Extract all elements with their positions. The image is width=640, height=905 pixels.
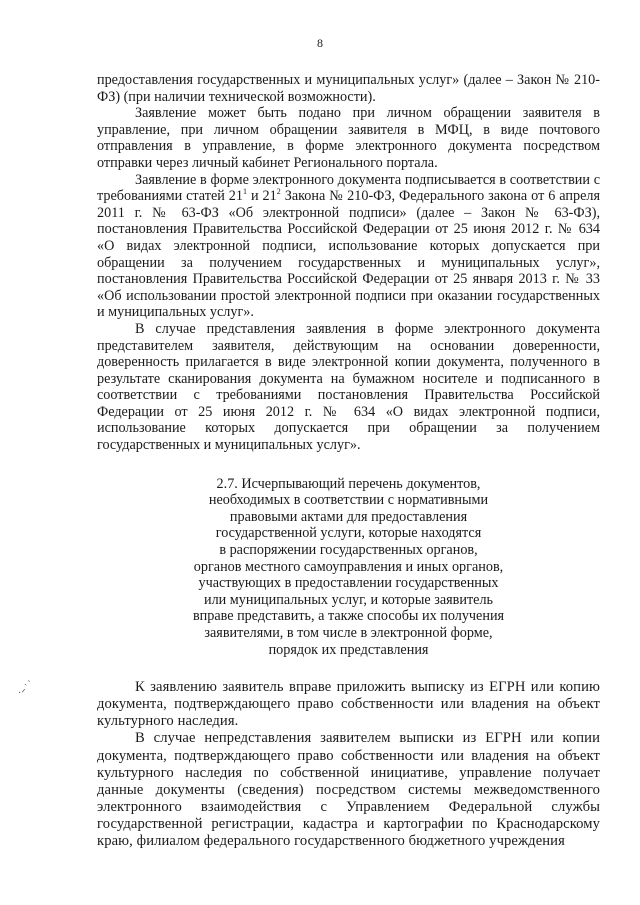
heading-line: органов местного самоуправления и иных органов,: [193, 558, 504, 575]
heading-line: 2.7. Исчерпывающий перечень документов,: [216, 475, 481, 492]
heading-line: правовыми актами для предоставления: [229, 508, 468, 525]
paragraph-5: К заявлению заявитель вправе приложить выписку из ЕГРН или копию документа, подтверждающего право собственности или владения на объект культурного наследия.: [97, 679, 600, 730]
heading-line: в распоряжении государственных органов,: [219, 542, 478, 559]
heading-line: или муниципальных услуг, и которые заявитель: [203, 591, 494, 608]
superscript-2: 2: [276, 187, 281, 197]
page-number: 8: [317, 36, 323, 50]
heading-line: заявителями, в том числе в электронной форме,: [204, 625, 493, 641]
paragraph-4: В случае представления заявления в форме электронного документа представителем заявителя, действующим на основании доверенности, доверенность прилагается в виде электронной копии документа, полученного в результате сканирования документа на бумажном носителе и подписанного в соответствии с требованиями постановления Правительства Российской Федерации от 25 июня 2012 г. № 634 «О видах электронной подписи, использование которых допускается при обращении за получением государственных и муниципальных услуг».: [97, 320, 600, 454]
document-body: [97, 72, 600, 850]
superscript-1: 1: [243, 187, 247, 197]
heading-line: участвующих в предоставлении государственных: [198, 575, 499, 592]
section-heading: [97, 476, 600, 659]
paragraph-1: предоставления государственных и муниципальных услуг» (далее – Закон № 210-ФЗ) (при наличии технической возможности).: [97, 72, 600, 105]
paragraph-3: [97, 172, 600, 321]
section-top: [97, 72, 600, 454]
paragraph-3-part-c: Закона № 210-ФЗ, Федерального закона от 6 апреля 2011 г. № 63-ФЗ «Об электронной подписи» (далее – Закон № 63-ФЗ), постановления Правительства Российской Федерации от 25 июня 2012 г. № 634 «О видах электронной подписи, использование которых допускается при обращении за получением государственных и муниципальных услуг», постановления Правительства Российской Федерации от 25 января 2013 г. № 33 «Об использовании простой электронной подписи при оказании государственных и муниципальных услуг».: [97, 188, 601, 321]
heading-line: необходимых в соответствии с нормативными: [208, 492, 489, 509]
section-bottom: [97, 679, 600, 850]
margin-mark: ·ᐟ: [18, 688, 26, 699]
paragraph-3-part-b: и 21: [247, 188, 277, 205]
paragraph-2: Заявление может быть подано при личном обращении заявителя в управление, при личном обращении заявителя в МФЦ, в виде почтового отправления в управление, в форме электронного документа посредством отправки через личный кабинет Регионального портала.: [97, 105, 600, 171]
heading-line: вправе представить, а также способы их получения: [192, 608, 505, 625]
margin-mark: ˏ˴: [24, 675, 31, 686]
paragraph-6: В случае непредставления заявителем выписки из ЕГРН или копии документа, подтверждающего право собственности или владения на объект культурного наследия по собственной инициативе, управление получает данные документы (сведения) посредством системы межведомственного электронного взаимодействия с Управлением Федеральной службы государственной регистрации, кадастра и картографии по Краснодарскому краю, филиалом федерального государственного бюджетного учреждения: [97, 730, 600, 850]
heading-line: государственной услуги, которые находятся: [215, 525, 482, 542]
paragraph-3-part-a: Заявление в форме электронного документа подписывается в соответствии с требованиями статей 21: [97, 171, 600, 205]
heading-line: порядок их представления: [268, 641, 429, 658]
